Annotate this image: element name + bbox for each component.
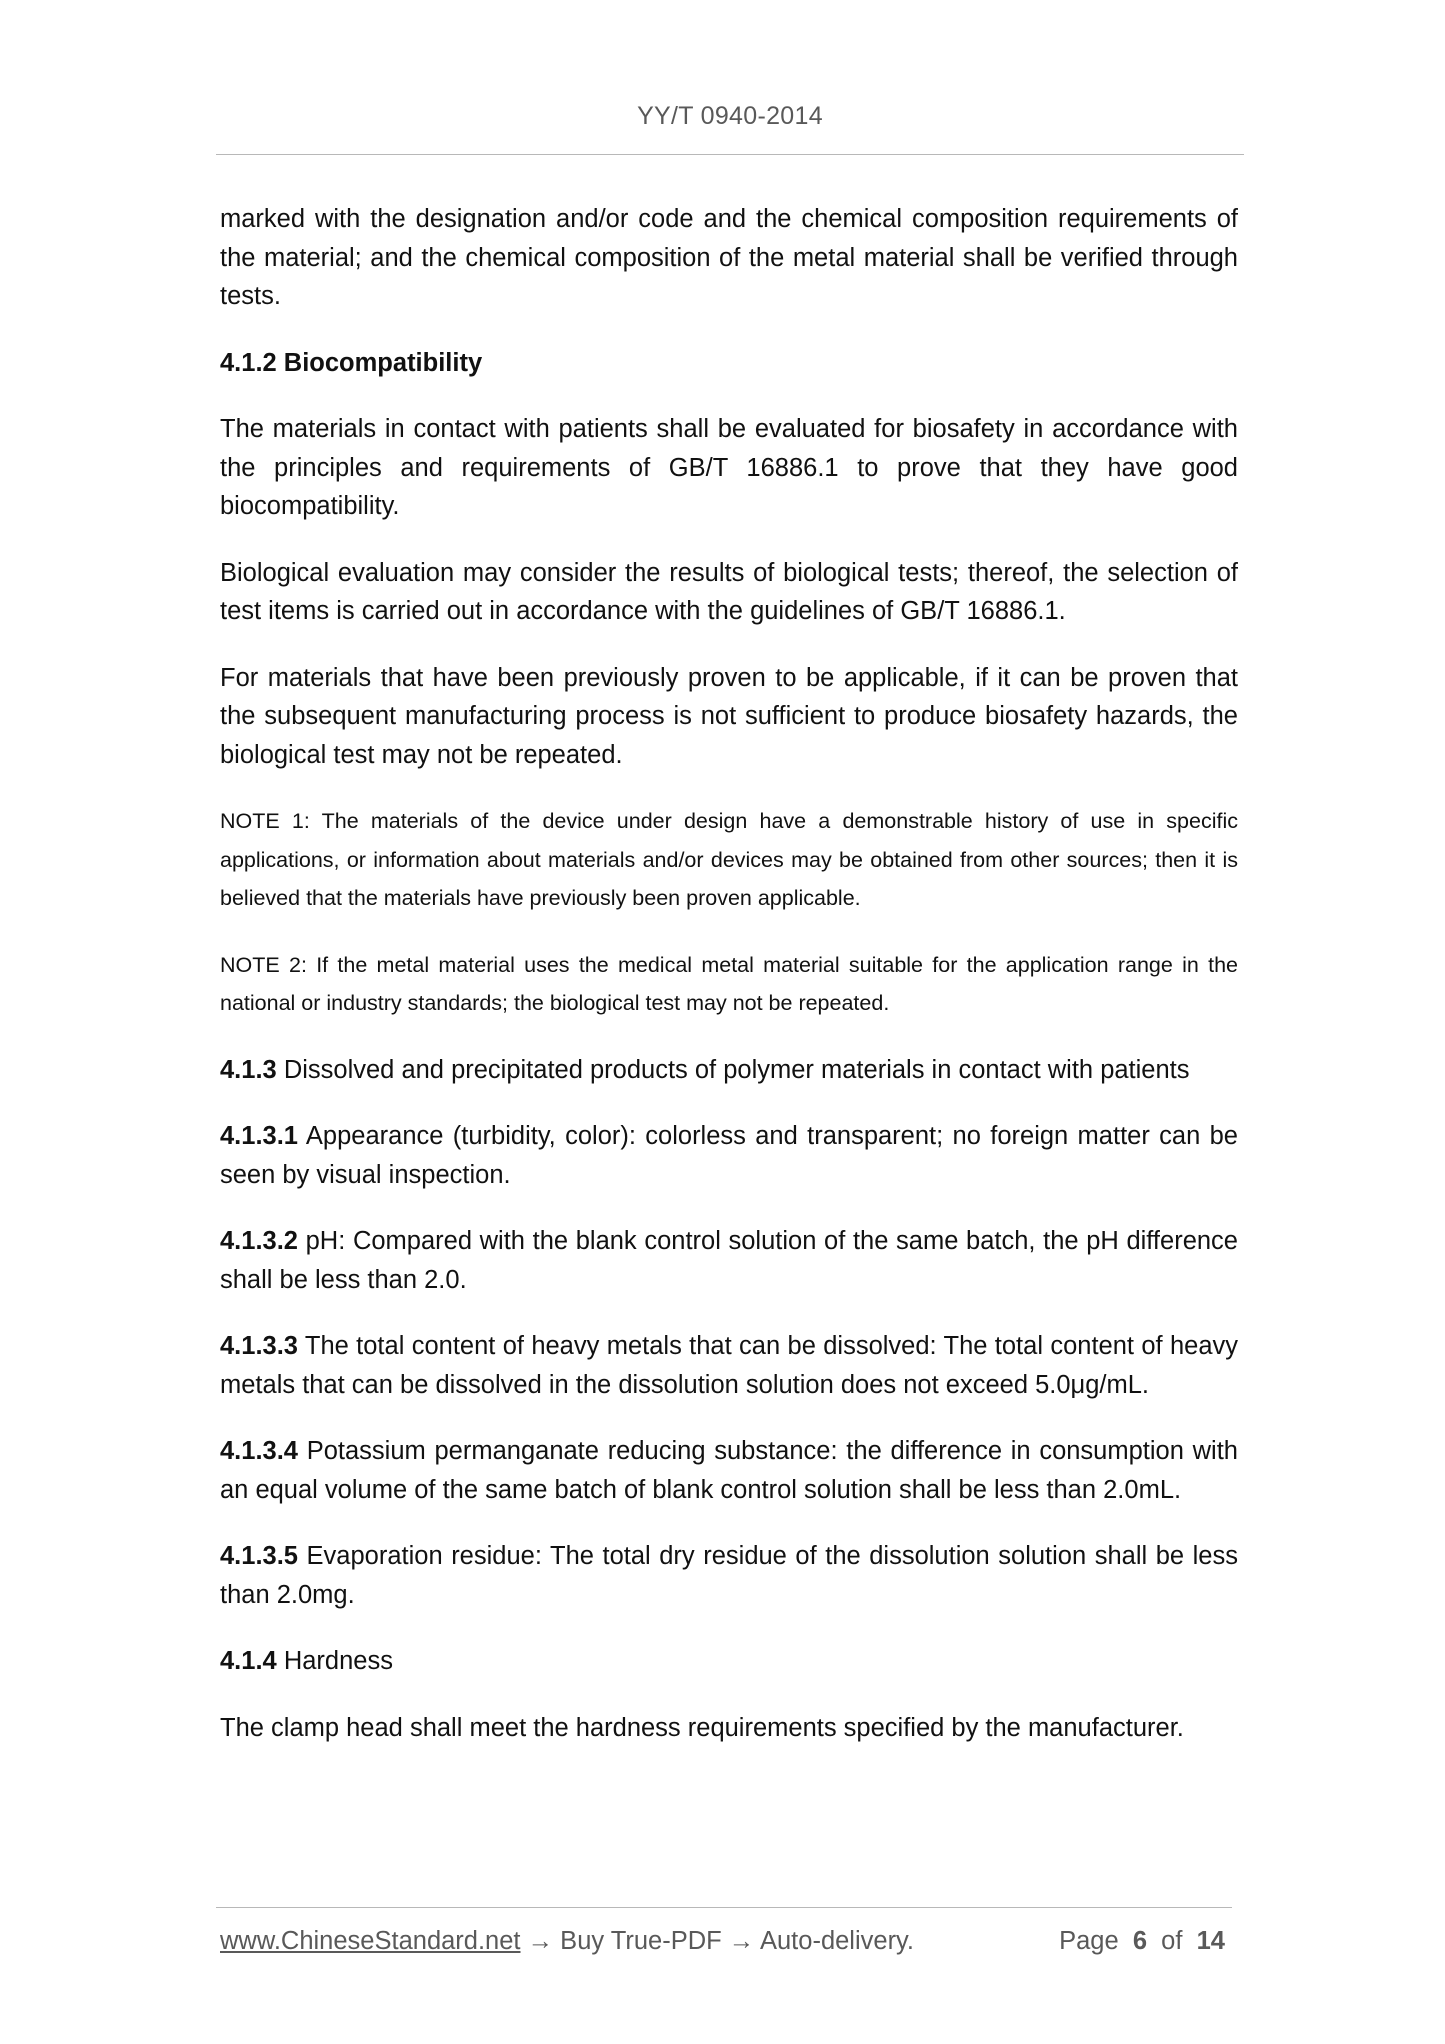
clause-text: Appearance (turbidity, color): colorless and transparent; no foreign matter can be seen by visual inspection. bbox=[220, 1122, 1238, 1189]
clause-text: Potassium permanganate reducing substance: the difference in consumption with an equal volume of the same batch of blank control solution shall be less than 2.0mL. bbox=[220, 1437, 1238, 1504]
page-number: 6 bbox=[1132, 1927, 1147, 1955]
footer-divider bbox=[216, 1907, 1232, 1908]
page-label: Page bbox=[1059, 1927, 1119, 1955]
of-label: of bbox=[1161, 1927, 1183, 1955]
clause-number: 4.1.3.3 bbox=[220, 1332, 298, 1360]
section-4-1-2-heading: 4.1.2 Biocompatibility bbox=[220, 348, 483, 377]
clause-4-1-3-1 bbox=[220, 1117, 1238, 1194]
biocompatibility-paragraph-1: The materials in contact with patients shall be evaluated for biosafety in accordance with the principles and requirements of GB/T 16886.1 to prove that they have good biocompatibility. bbox=[220, 415, 1238, 520]
clause-4-1-3-2 bbox=[220, 1222, 1238, 1299]
section-4-1-4-heading bbox=[220, 1642, 1238, 1681]
note-2: NOTE 2: If the metal material uses the medical metal material suitable for the application range in the national or industry standards; the biological test may not be repeated. bbox=[220, 952, 1238, 1015]
clause-4-1-3-4 bbox=[220, 1432, 1238, 1509]
clause-text: pH: Compared with the blank control solution of the same batch, the pH difference shall be less than 2.0. bbox=[220, 1227, 1238, 1294]
site-link[interactable]: www.ChineseStandard.net bbox=[220, 1927, 521, 1955]
total-pages: 14 bbox=[1196, 1927, 1225, 1955]
clause-number: 4.1.3.4 bbox=[220, 1437, 298, 1465]
clause-number: 4.1.3.5 bbox=[220, 1542, 298, 1570]
section-title: Hardness bbox=[283, 1647, 393, 1675]
clause-text: Evaporation residue: The total dry residue of the dissolution solution shall be less than 2.0mg. bbox=[220, 1542, 1238, 1609]
biocompatibility-paragraph-2: Biological evaluation may consider the results of biological tests; thereof, the selection of test items is carried out in accordance with the guidelines of GB/T 16886.1. bbox=[220, 558, 1238, 625]
footer-promo bbox=[220, 1927, 914, 1956]
section-number: 4.1.4 bbox=[220, 1647, 277, 1675]
section-title: Dissolved and precipitated products of polymer materials in contact with patients bbox=[283, 1055, 1190, 1084]
biocompatibility-paragraph-3: For materials that have been previously proven to be applicable, if it can be proven that the subsequent manufacturing process is not sufficient to produce biosafety hazards, the biological test may not be repeated. bbox=[220, 663, 1238, 769]
footer-tagline: → Buy True-PDF → Auto-delivery. bbox=[520, 1927, 914, 1955]
clause-text: The total content of heavy metals that can be dissolved: The total content of heavy metals that can be dissolved in the dissolution solution does not exceed 5.0μg/mL. bbox=[220, 1332, 1238, 1399]
document-header: YY/T 0940-2014 bbox=[637, 102, 823, 130]
hardness-paragraph: The clamp head shall meet the hardness requirements specified by the manufacturer. bbox=[220, 1713, 1184, 1742]
page-body bbox=[220, 200, 1238, 1747]
clause-4-1-3-3 bbox=[220, 1327, 1238, 1404]
clause-number: 4.1.3.2 bbox=[220, 1227, 298, 1255]
page-indicator bbox=[1059, 1927, 1225, 1956]
clause-4-1-3-5 bbox=[220, 1537, 1238, 1614]
section-4-1-3-heading bbox=[220, 1051, 1238, 1090]
header-divider bbox=[216, 154, 1244, 155]
intro-paragraph: marked with the designation and/or code and the chemical composition requirements of the material; and the chemical composition of the metal material shall be verified through tests. bbox=[220, 205, 1238, 310]
clause-number: 4.1.3.1 bbox=[220, 1122, 298, 1150]
section-number: 4.1.3 bbox=[220, 1055, 277, 1084]
note-1: NOTE 1: The materials of the device under design have a demonstrable history of use in specific applications, or information about materials and/or devices may be obtained from other sources; then it is believed that the materials have previously been proven applicable. bbox=[220, 809, 1238, 910]
